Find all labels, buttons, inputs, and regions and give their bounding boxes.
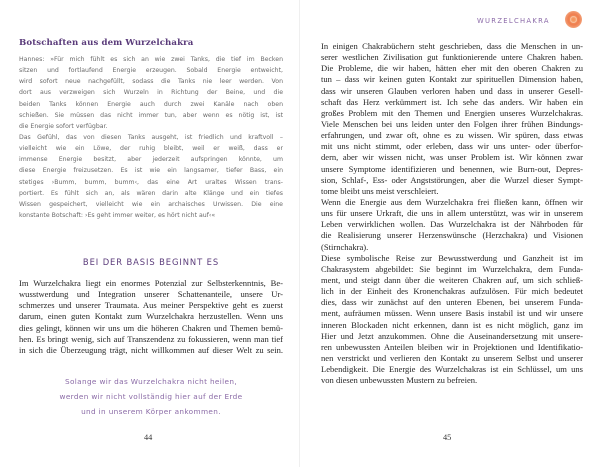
body-line: nen verstrickt und verlieren den Kontakt zu unserem Selbst und unserer xyxy=(321,352,583,363)
body-line: von diesen unbewussten Mustern zu befreien. xyxy=(321,375,478,386)
message-line: dort aus verzweigen sich Wurzeln in Richtung der Beine, und die xyxy=(19,89,283,97)
body-line: Diese symbolische Reise zur Bewusstwerdung und Ganzheit ist im xyxy=(321,252,583,263)
body-line: hen. Es bringt wenig, sich auf Transzendenz zu fokussieren, wenn man tief xyxy=(19,333,283,344)
body-line: Leben verwirklichen wollen. Das Wurzelchakra ist der Nährboden für xyxy=(321,219,583,230)
body-line: In einigen Chakrabüchern steht geschrieben, dass die Menschen in un- xyxy=(321,41,583,51)
body-line: serer westlichen Zivilisation gut funktionierende untere Chakren haben. xyxy=(321,52,583,63)
message-line: stetiges ›Bumm, bumm, bumm‹, das eine Art uraltes Wissen trans- xyxy=(19,178,283,186)
body-line: in sich die Überzeugung trägt, nicht willkommen auf dieser Welt zu sein. xyxy=(19,344,283,355)
running-head: WURZELCHAKRA xyxy=(477,17,550,25)
body-line: (Stirnchakra). xyxy=(321,241,369,252)
chakra-message-block xyxy=(19,54,283,221)
body-line: unsere Symptome identifizieren und benennen, wie Burn-out, Depres- xyxy=(321,163,583,174)
page-number: 44 xyxy=(144,433,153,442)
body-line: die Realisierung unserer Herzenswünsche (Herzchakra) und Visionen xyxy=(321,230,583,241)
body-line: uns für unsere Urkraft, die uns in allem unterstützt, was wir in unserem xyxy=(321,208,583,219)
body-line: Lebendigkeit. Die Energie des Wurzelchakras ist ein Schlüssel, um uns xyxy=(321,364,583,375)
message-line: wird sofort neue nachgefüllt, sodass die Tanks nie leer werden. Von xyxy=(19,78,283,86)
body-text xyxy=(19,278,283,356)
subheading: BEI DER BASIS BEGINNT ES xyxy=(82,257,220,267)
message-line: immense Energie besitzt, aber jederzeit aufspringen könnte, um xyxy=(19,156,283,164)
pull-quote xyxy=(19,374,283,419)
message-line: schießen. Sie müssen das nicht immer tun, aber wenn es nötig ist, ist xyxy=(19,111,283,119)
body-line: Hier und Jetzt anzukommen. Ohne die Auseinandersetzung mit unsere- xyxy=(321,330,583,341)
body-line: tun – dass wir keinen guten Kontakt zur spirituellen Dimension haben, xyxy=(321,74,583,85)
quote-line: werden wir nicht vollständig hier auf der Erde xyxy=(59,392,243,401)
body-line: Chakrasystem abgebildet: Sie beginnt im Wurzelchakra, dem Funda- xyxy=(321,263,583,274)
body-line: mit uns nicht stimmt, oder erleben, dass wir uns unter- oder überfor- xyxy=(321,141,583,152)
message-line: sitzen und fortlaufend Energie erzeugen. Sobald Energie entweicht, xyxy=(19,67,283,75)
message-line: Das Gefühl, das von diesen Tanks ausgeht, ist friedlich und kraftvoll – xyxy=(19,133,283,141)
message-line: beiden Tanks können Energie auch durch zwei Kanäle nach oben xyxy=(19,100,283,108)
book-gutter xyxy=(299,0,300,467)
message-line: vielleicht wie ein Löwe, der ruhig bleibt, weil er weiß, dass er xyxy=(19,145,283,153)
body-line: erfahrungen, und zwar oft, ohne es zu wissen. Wir spüren, dass etwas xyxy=(321,130,583,141)
body-line: ment, und steigt dann über die weiteren Chakren auf, um sich schließ- xyxy=(321,274,583,285)
body-line: ment, aufräumen müssen. Wenn unsere Basis instabil ist und wir unsere xyxy=(321,308,583,319)
message-line: Wissen gespeichert, vielleicht wie ein archaisches Urwissen. Die eine xyxy=(19,200,283,208)
body-line: dern, aber wir wissen nicht, was unser Problem ist. Wir können zwar xyxy=(321,152,583,163)
body-line: schaft das Herz verkümmert ist. Ich sehe das anders. Wir haben ein xyxy=(321,96,583,107)
body-line: ren unbewussten Anteilen bleiben wir in Projektionen und Identifikatio- xyxy=(321,341,583,352)
body-line: dies gelingt, können wir uns um die höheren Chakren und Themen bemü- xyxy=(19,322,283,333)
body-line: darum, einen guten Kontakt zum Wurzelchakra herzustellen. Wenn uns xyxy=(19,311,283,322)
quote-line: und in unserem Körper ankommen. xyxy=(81,407,221,416)
body-line: Im Wurzelchakra liegt ein enormes Potenzial zur Selbsterkenntnis, Be- xyxy=(19,278,283,288)
body-line: inneren Blockaden nicht erkennen, dann ist es nicht möglich, ganz im xyxy=(321,319,583,330)
page-number: 45 xyxy=(443,433,452,442)
body-line: tome bleibt uns meist verschleiert. xyxy=(321,185,439,196)
quote-line: Solange wir das Wurzelchakra nicht heilen, xyxy=(64,377,238,386)
body-line: wusstwerdung und Integration unserer Schattenanteile, unsere Ur- xyxy=(19,289,283,300)
body-line: lich in der Einheit des Kronenchakras aufzulösen. Für mich bedeutet xyxy=(321,286,583,297)
body-text-right xyxy=(321,41,583,386)
section-title: Botschaften aus dem Wurzelchakra xyxy=(19,38,194,48)
body-line: dies, dass wir zunächst auf den unteren Ebenen, bei unserem Funda- xyxy=(321,297,583,308)
body-line: sion, Schlaf-, Ess- oder Angststörungen, aber die Wurzel dieser Sympt- xyxy=(321,174,583,185)
body-line: großes Problem mit den Themen und Energien unseres Wurzelchakras. xyxy=(321,107,583,118)
root-chakra-circle-icon xyxy=(565,11,582,28)
body-line: schmerzes und unserer Traumata. Aus meiner Perspektive geht es zuerst xyxy=(19,300,283,311)
message-line: Hannes: »Für mich fühlt es sich an wie zwei Tanks, die tief im Becken xyxy=(19,56,283,63)
body-line: Wenn die Energie aus dem Wurzelchakra frei fließen kann, öffnen wir xyxy=(321,196,583,207)
body-line: Die Probleme, die wir haben, hätten eher mit den oberen Chakren zu xyxy=(321,63,583,74)
body-line: Viele Menschen bei uns leiden unter den Folgen ihrer frühen Bindungs- xyxy=(321,118,583,129)
message-line: die Energie sofort verfügbar. xyxy=(19,122,108,130)
message-line: konstante Botschaft: ›Es geht immer weiter, es hört nicht auf‹« xyxy=(19,211,216,219)
message-line: portiert. Es fühlt sich an, als wären darin alte Klänge und ein tiefes xyxy=(19,189,283,197)
body-line: dass wir unseren Glauben verloren haben und dass in unserer Gesell- xyxy=(321,85,583,96)
message-line: diese Energie freizusetzen. Es ist wie ein langsamer, tiefer Bass, ein xyxy=(19,167,283,175)
